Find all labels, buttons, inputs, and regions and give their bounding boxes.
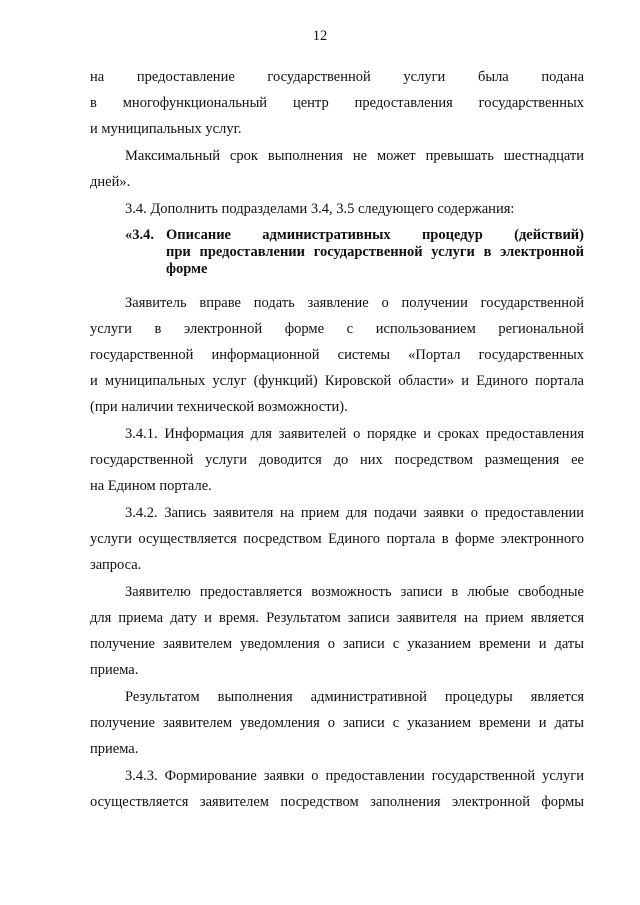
text-line: осуществляется заявителем посредством заполнения электронной формы [90,794,584,810]
text-line: и муниципальных услуг. [90,121,242,137]
text-line: Заявитель вправе подать заявление о получении государственной [125,295,584,311]
text-line: запроса. [90,557,142,573]
text-line: на предоставление государственной услуги была подана [90,69,584,85]
text-line: Максимальный срок выполнения не может превышать шестнадцати [125,148,584,164]
text-line: Заявителю предоставляется возможность записи в любые свободные [125,584,584,600]
text-line: Результатом выполнения административной процедуры является [125,689,584,705]
page-number: 12 [312,28,328,44]
section-heading-line: при предоставлении государственной услуги в электронной [166,244,584,260]
text-line: и муниципальных услуг (функций) Кировской области» и Единого портала [90,373,584,389]
text-line: дней». [90,174,131,190]
text-line: услуги в электронной форме с использованием региональной [90,321,584,337]
text-line: получение заявителем уведомления о записи с указанием времени и даты [90,715,584,731]
text-line: на Едином портале. [90,478,212,494]
text-line: получение заявителем уведомления о записи с указанием времени и даты [90,636,584,652]
text-line: государственной услуги доводится до них посредством размещения ее [90,452,584,468]
text-line: для приема дату и время. Результатом записи заявителя на прием является [90,610,584,626]
text-line: услуги осуществляется посредством Единого портала в форме электронного [90,531,584,547]
text-line: государственной информационной системы «Портал государственных [90,347,584,363]
text-line: в многофункциональный центр предоставления государственных [90,95,584,111]
text-line: приема. [90,741,139,757]
section-heading-line: Описание административных процедур (действий) [166,227,584,243]
text-line: приема. [90,662,139,678]
text-line: (при наличии технической возможности). [90,399,348,415]
section-heading-number: «3.4. [125,227,154,243]
text-line: 3.4.1. Информация для заявителей о порядке и сроках предоставления [125,426,584,442]
text-line: 3.4.2. Запись заявителя на прием для подачи заявки о предоставлении [125,505,584,521]
text-line: 3.4. Дополнить подразделами 3.4, 3.5 следующего содержания: [125,201,515,217]
text-line: 3.4.3. Формирование заявки о предоставлении государственной услуги [125,768,584,784]
section-heading-line: форме [166,261,208,277]
